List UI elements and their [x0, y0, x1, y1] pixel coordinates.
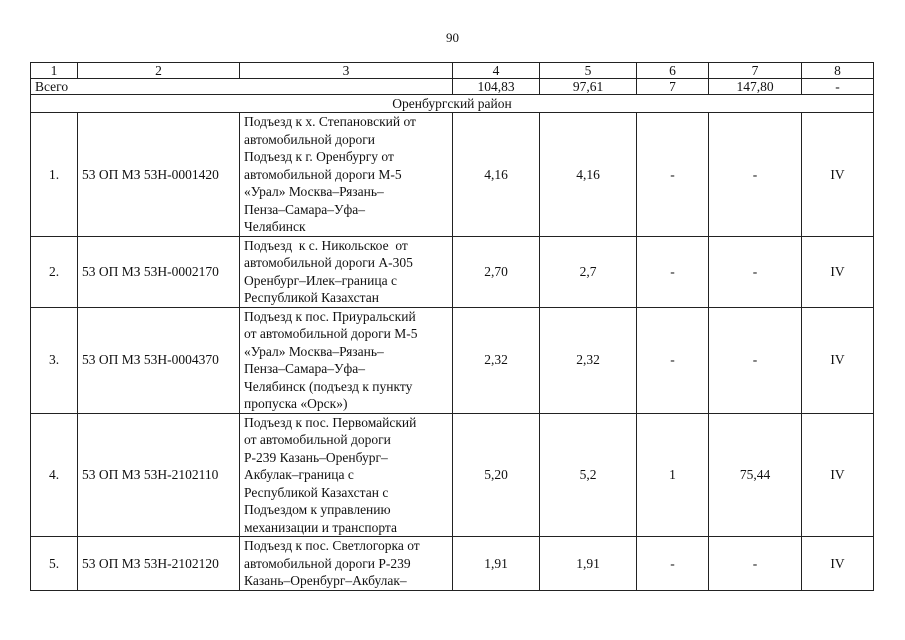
- col5-value: 4,16: [540, 113, 637, 237]
- category-value: IV: [802, 113, 874, 237]
- road-name-line: Казань–Оренбург–Акбулак–: [244, 573, 407, 588]
- col4-value: 2,32: [453, 307, 540, 413]
- row-number: 1.: [31, 113, 78, 237]
- road-code: 53 ОП МЗ 53Н-0004370: [78, 307, 240, 413]
- table-row: [31, 537, 874, 591]
- category-value: IV: [802, 236, 874, 307]
- road-code: 53 ОП МЗ 53Н-2102110: [78, 413, 240, 537]
- header-cell: 5: [540, 63, 637, 79]
- total-col6: 7: [637, 79, 709, 95]
- road-name-line: автомобильной дороги: [244, 131, 375, 147]
- col7-value: -: [709, 236, 802, 307]
- road-name-line: автомобильной дороги А-305: [244, 255, 413, 270]
- road-name-line: Республикой Казахстан с: [244, 484, 389, 500]
- road-name: [240, 537, 453, 591]
- total-row: [31, 79, 874, 95]
- col6-value: -: [637, 113, 709, 237]
- total-col7: 147,80: [709, 79, 802, 95]
- header-cell: 6: [637, 63, 709, 79]
- page-number: 90: [446, 30, 459, 45]
- road-name-line: Подъезд к х. Степановский от: [244, 114, 416, 129]
- road-code: 53 ОП МЗ 53Н-0001420: [78, 113, 240, 237]
- header-row: [31, 63, 874, 79]
- road-name: [240, 307, 453, 413]
- district-title: Оренбургский район: [31, 95, 874, 113]
- road-name-line: автомобильной дороги Р-239: [244, 555, 411, 571]
- road-name-line: «Урал» Москва–Рязань–: [244, 184, 384, 199]
- row-number: 2.: [31, 236, 78, 307]
- road-name-line: Челябинск (подъезд к пункту: [244, 378, 413, 394]
- road-name-line: Подъездом к управлению: [244, 502, 391, 517]
- col6-value: -: [637, 236, 709, 307]
- total-col4: 104,83: [453, 79, 540, 95]
- row-number: 4.: [31, 413, 78, 537]
- col7-value: -: [709, 113, 802, 237]
- category-value: IV: [802, 537, 874, 591]
- road-name-line: Пенза–Самара–Уфа–: [244, 361, 366, 376]
- total-label: Всего: [31, 79, 453, 95]
- col4-value: 4,16: [453, 113, 540, 237]
- road-name-line: автомобильной дороги М-5: [244, 166, 402, 182]
- road-name-line: Акбулак–граница с: [244, 467, 354, 482]
- road-name-line: от автомобильной дороги М-5: [244, 326, 418, 341]
- road-name-line: Челябинск: [244, 219, 306, 234]
- header-cell: 8: [802, 63, 874, 79]
- col4-value: 1,91: [453, 537, 540, 591]
- col5-value: 2,32: [540, 307, 637, 413]
- table-row: [31, 413, 874, 537]
- road-name: [240, 413, 453, 537]
- district-row: [31, 95, 874, 113]
- col5-value: 5,2: [540, 413, 637, 537]
- total-col8: -: [802, 79, 874, 95]
- road-name-line: от автомобильной дороги: [244, 432, 391, 447]
- road-name-line: «Урал» Москва–Рязань–: [244, 343, 384, 359]
- header-cell: 3: [240, 63, 453, 79]
- row-number: 5.: [31, 537, 78, 591]
- category-value: IV: [802, 413, 874, 537]
- road-name: [240, 113, 453, 237]
- road-name-line: Подъезд к пос. Светлогорка от: [244, 538, 420, 553]
- road-name-line: Республикой Казахстан: [244, 290, 379, 305]
- roads-table: [30, 62, 874, 591]
- col4-value: 2,70: [453, 236, 540, 307]
- header-cell: 2: [78, 63, 240, 79]
- table-row: [31, 236, 874, 307]
- header-cell: 4: [453, 63, 540, 79]
- row-number: 3.: [31, 307, 78, 413]
- road-name-line: Подъезд к пос. Первомайский: [244, 414, 417, 430]
- category-value: IV: [802, 307, 874, 413]
- col5-value: 1,91: [540, 537, 637, 591]
- col7-value: -: [709, 537, 802, 591]
- road-name-line: Подъезд к с. Никольское от: [244, 237, 408, 253]
- road-name-line: Р-239 Казань–Оренбург–: [244, 449, 388, 465]
- road-name-line: Оренбург–Илек–граница с: [244, 272, 397, 288]
- col6-value: -: [637, 537, 709, 591]
- road-name-line: Подъезд к пос. Приуральский: [244, 308, 416, 324]
- col6-value: 1: [637, 413, 709, 537]
- col7-value: -: [709, 307, 802, 413]
- table-row: [31, 307, 874, 413]
- col4-value: 5,20: [453, 413, 540, 537]
- road-name-line: Пенза–Самара–Уфа–: [244, 201, 366, 217]
- road-name-line: пропуска «Орск»): [244, 396, 348, 411]
- col5-value: 2,7: [540, 236, 637, 307]
- col6-value: -: [637, 307, 709, 413]
- road-code: 53 ОП МЗ 53Н-0002170: [78, 236, 240, 307]
- header-cell: 7: [709, 63, 802, 79]
- road-name-line: механизации и транспорта: [244, 519, 397, 535]
- header-cell: 1: [31, 63, 78, 79]
- col7-value: 75,44: [709, 413, 802, 537]
- table-row: [31, 113, 874, 237]
- road-name-line: Подъезд к г. Оренбургу от: [244, 149, 394, 164]
- road-code: 53 ОП МЗ 53Н-2102120: [78, 537, 240, 591]
- road-name: [240, 236, 453, 307]
- total-col5: 97,61: [540, 79, 637, 95]
